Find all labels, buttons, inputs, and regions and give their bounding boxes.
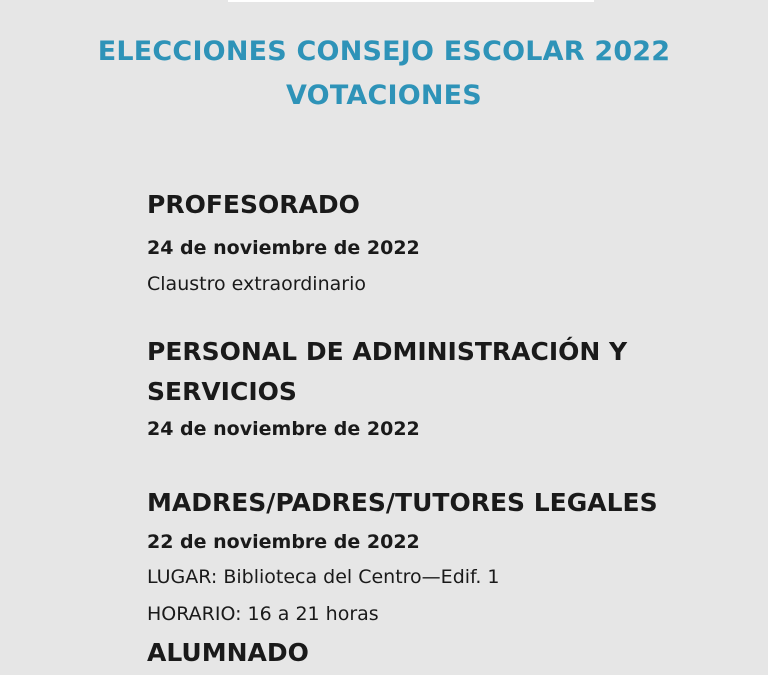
section-date: 24 de noviembre de 2022 xyxy=(147,237,420,259)
section-heading-line-2: SERVICIOS xyxy=(147,377,297,406)
section-detail: Claustro extraordinario xyxy=(147,273,366,295)
section-date: 22 de noviembre de 2022 xyxy=(147,531,420,553)
section-date: 24 de noviembre de 2022 xyxy=(147,418,420,440)
section-heading: ALUMNADO xyxy=(147,638,309,667)
section-place: LUGAR: Biblioteca del Centro—Edif. 1 xyxy=(147,566,500,588)
section-heading: PROFESORADO xyxy=(147,190,360,219)
title-line-1: ELECCIONES CONSEJO ESCOLAR 2022 xyxy=(97,36,671,67)
section-heading-line-1: PERSONAL DE ADMINISTRACIÓN Y xyxy=(147,337,628,366)
top-divider xyxy=(228,0,594,2)
section-heading: MADRES/PADRES/TUTORES LEGALES xyxy=(147,488,658,517)
section-hours: HORARIO: 16 a 21 horas xyxy=(147,603,379,625)
title-line-2: VOTACIONES xyxy=(286,80,482,111)
page-title xyxy=(0,30,768,118)
